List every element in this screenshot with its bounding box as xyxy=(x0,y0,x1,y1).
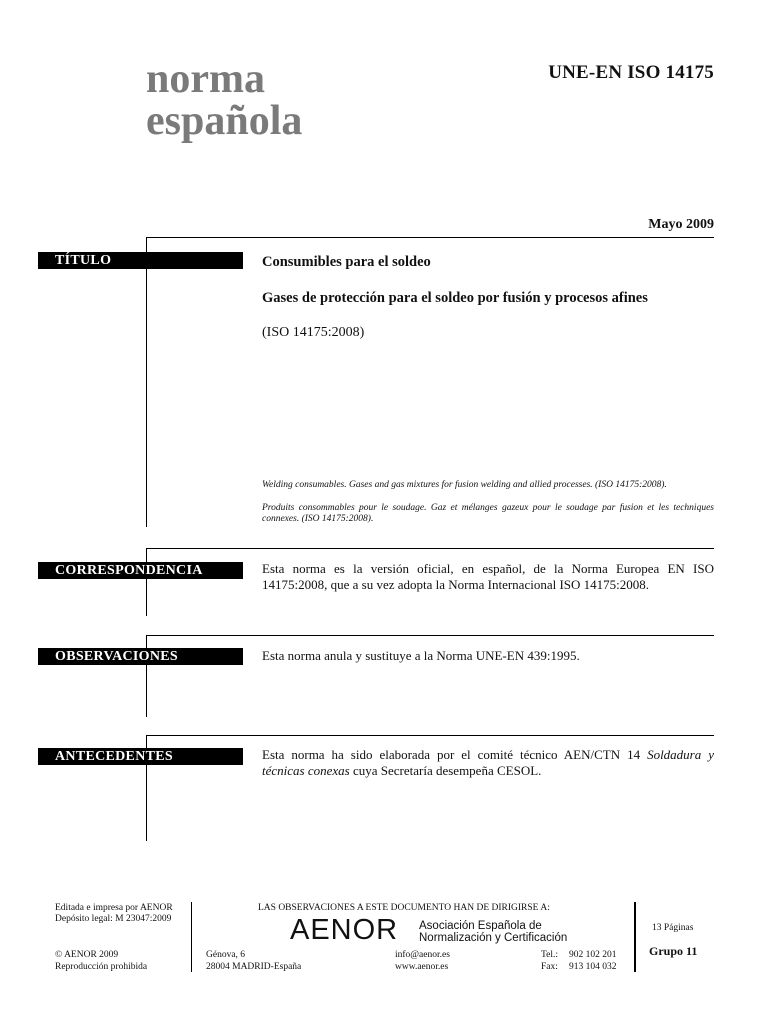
footer-pages: 13 Páginas xyxy=(652,923,694,933)
divider-observaciones xyxy=(146,635,714,636)
footer-separator-right xyxy=(634,902,636,972)
footer-city: 28004 MADRID-España xyxy=(206,962,302,972)
standard-code: UNE-EN ISO 14175 xyxy=(548,62,714,83)
brand-line2: española xyxy=(146,98,303,144)
assoc-line1: Asociación Española de xyxy=(419,920,542,932)
footer-email[interactable]: info@aenor.es xyxy=(395,950,450,960)
footer-reproduction: Reproducción prohibida xyxy=(55,962,148,972)
antecedentes-text-b: cuya Secretaría desempeña CESOL. xyxy=(349,763,542,778)
footer-copyright: © AENOR 2009 xyxy=(55,950,119,960)
vrule-titulo xyxy=(146,237,147,527)
french-title: Produits consommables pour le soudage. Gaz et mélanges gazeux pour le soudage par fusion et les techniques connexes. (ISO 14175:2008). xyxy=(262,503,714,524)
divider-antecedentes xyxy=(146,735,714,736)
antecedentes-committee-name: Soldadura y técnicas conexas xyxy=(262,747,714,778)
brand-line1: norma xyxy=(146,56,265,102)
correspondencia-text: Esta norma es la versión oficial, en español, de la Norma Europea EN ISO 14175:2008, que a su vez adopta la Norma Internacional ISO 14175:2008. xyxy=(262,561,714,592)
footer-group: Grupo 11 xyxy=(649,944,698,958)
doc-ref: (ISO 14175:2008) xyxy=(262,325,365,340)
assoc-line2: Normalización y Certificación xyxy=(419,932,568,944)
english-title: Welding consumables. Gases and gas mixtures for fusion welding and allied processes. (ISO 14175:2008). xyxy=(262,480,667,490)
label-correspondencia: CORRESPONDENCIA xyxy=(38,562,243,579)
footer-fax-label: Fax: xyxy=(541,962,558,972)
footer-notice: LAS OBSERVACIONES A ESTE DOCUMENTO HAN DE DIRIGIRSE A: xyxy=(258,903,550,913)
footer-tel: 902 102 201 xyxy=(569,950,617,960)
doc-subtitle: Gases de protección para el soldeo por fusión y procesos afines xyxy=(262,290,648,306)
footer-separator-left xyxy=(191,902,192,972)
vrule-correspondencia xyxy=(146,548,147,616)
label-antecedentes: ANTECEDENTES xyxy=(38,748,243,765)
footer-web[interactable]: www.aenor.es xyxy=(395,962,449,972)
divider-titulo xyxy=(146,237,714,238)
brand-title xyxy=(146,58,302,142)
footer-street: Génova, 6 xyxy=(206,950,246,960)
footer-deposit: Depósito legal: M 23047:2009 xyxy=(55,914,172,924)
doc-title: Consumibles para el soldeo xyxy=(262,254,431,270)
footer-tel-label: Tel.: xyxy=(541,950,559,960)
label-titulo: TÍTULO xyxy=(38,252,243,269)
aenor-logo: AENOR xyxy=(290,914,399,946)
antecedentes-text-a: Esta norma ha sido elaborada por el comité técnico AEN/CTN 14 xyxy=(262,747,648,762)
footer-fax: 913 104 032 xyxy=(569,962,617,972)
aenor-association xyxy=(419,920,567,944)
label-observaciones: OBSERVACIONES xyxy=(38,648,243,665)
antecedentes-text xyxy=(262,747,714,779)
divider-correspondencia xyxy=(146,548,714,549)
observaciones-text: Esta norma anula y sustituye a la Norma UNE-EN 439:1995. xyxy=(262,648,580,663)
footer-edited: Editada e impresa por AENOR xyxy=(55,903,173,913)
publication-date: Mayo 2009 xyxy=(648,217,714,232)
